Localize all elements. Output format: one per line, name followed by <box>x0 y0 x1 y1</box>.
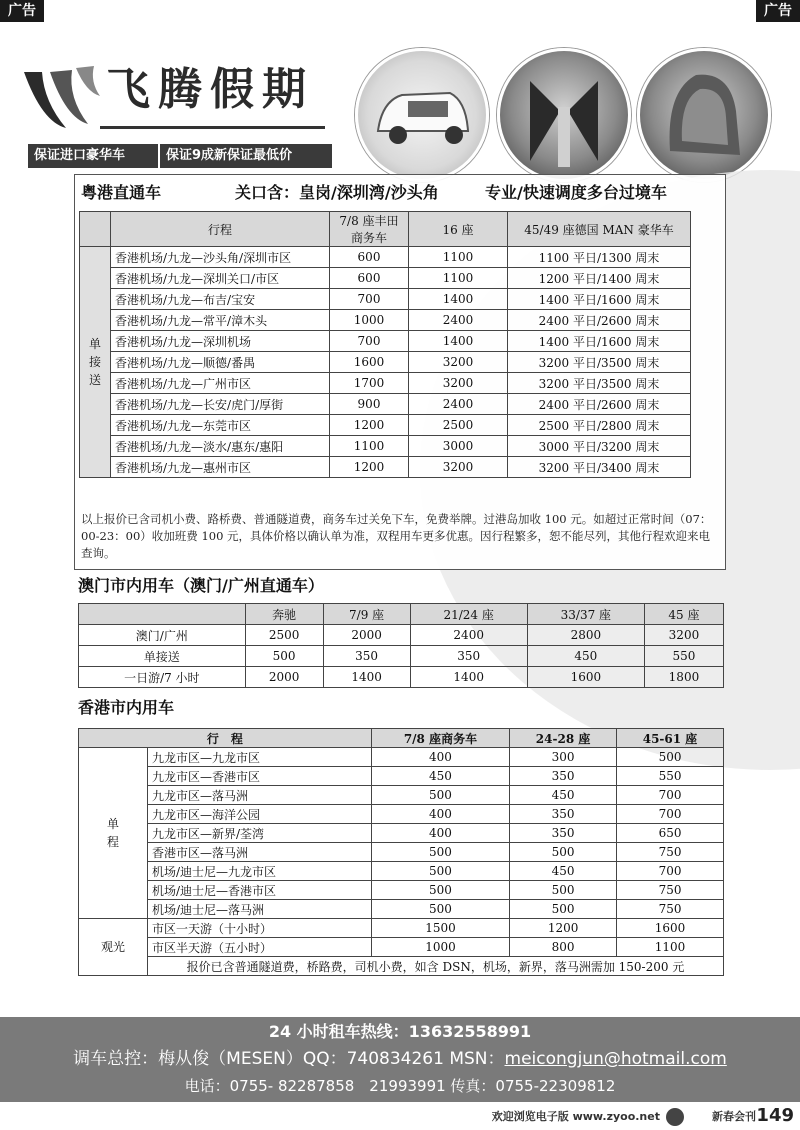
page-number: 149 <box>756 1105 794 1126</box>
section1-note: 以上报价已含司机小费、路桥费、普通隧道费，商务车过关免下车，免费举牌。过港岛加收 100 元。如超过正常时间（07：00-23：00）收加班费 100 元，具体价格以确认单为准，双程用车更多优惠。因行程繁多，恕不能尽列，其他行程欢迎来电查询。 <box>81 512 712 560</box>
price-cell: 2400 平日/2600 周末 <box>508 394 691 415</box>
price-cell: 1800 <box>644 667 723 688</box>
price-cell: 3200 <box>409 457 508 478</box>
page-footer-bar <box>0 1102 800 1130</box>
price-cell: 2800 <box>527 625 644 646</box>
row-label: 澳门/广州 <box>79 625 246 646</box>
col-33-37: 33/37 座 <box>527 604 644 625</box>
logo-icon <box>22 62 102 132</box>
table-row <box>79 805 724 824</box>
price-cell: 1400 平日/1600 周末 <box>508 289 691 310</box>
table-row <box>79 824 724 843</box>
price-cell: 700 <box>617 805 724 824</box>
price-cell: 500 <box>245 646 323 667</box>
route-cell: 香港市区—落马洲 <box>148 843 372 862</box>
price-cell: 2400 <box>410 625 527 646</box>
hk-guangdong-section <box>74 174 726 570</box>
route-cell: 香港机场/九龙—东莞市区 <box>111 415 330 436</box>
price-cell: 350 <box>510 824 617 843</box>
table-row <box>79 786 724 805</box>
col-man: 45/49 座德国 MAN 豪华车 <box>508 212 691 247</box>
price-cell: 400 <box>371 748 509 767</box>
price-cell: 500 <box>371 843 509 862</box>
hk-city-table <box>78 728 724 976</box>
row-group-char: 单 <box>88 337 101 351</box>
ad-label-left: 广告 <box>0 0 44 22</box>
table-row <box>79 862 724 881</box>
col-7-9: 7/9 座 <box>323 604 410 625</box>
price-cell: 1200 <box>510 919 617 938</box>
dispatch-prefix: 调车总控：梅从俊（MESEN）QQ：740834261 MSN： <box>73 1049 505 1069</box>
price-cell: 3200 平日/3500 周末 <box>508 373 691 394</box>
price-cell: 350 <box>510 767 617 786</box>
brand-underline <box>100 126 325 129</box>
table-row <box>80 247 691 268</box>
col-route: 行 程 <box>79 729 372 748</box>
price-cell: 1400 平日/1600 周末 <box>508 331 691 352</box>
section3-note: 报价已含普通隧道费，桥路费，司机小费，如含 DSN，机场，新界，落马洲需加 150-200 元 <box>148 957 724 976</box>
route-cell: 机场/迪士尼—落马洲 <box>148 900 372 919</box>
price-cell: 650 <box>617 824 724 843</box>
price-cell: 400 <box>371 824 509 843</box>
dispatch-contact <box>0 1047 800 1071</box>
price-cell: 350 <box>410 646 527 667</box>
price-cell: 750 <box>617 843 724 862</box>
site-text: 欢迎浏览电子版 www.zyoo.net <box>491 1110 660 1123</box>
price-cell: 750 <box>617 881 724 900</box>
price-cell: 450 <box>510 786 617 805</box>
price-cell: 600 <box>330 268 409 289</box>
row-group-char: 程 <box>106 835 119 849</box>
price-cell: 450 <box>527 646 644 667</box>
route-cell: 机场/迪士尼—九龙市区 <box>148 862 372 881</box>
price-cell: 550 <box>617 767 724 786</box>
table-row <box>79 646 724 667</box>
price-cell: 1100 <box>330 436 409 457</box>
border-crossings: 关口含：皇岗/深圳湾/沙头角 <box>235 183 439 202</box>
corner-cell <box>80 212 111 247</box>
slogan-1: 保证进口豪华车 <box>28 144 158 168</box>
leather-seat-icon <box>640 51 768 179</box>
hk-guangdong-table <box>79 211 691 478</box>
route-cell: 香港机场/九龙—长安/虎门/厚街 <box>111 394 330 415</box>
route-cell: 机场/迪士尼—香港市区 <box>148 881 372 900</box>
price-cell: 1400 <box>323 667 410 688</box>
price-cell: 1500 <box>371 919 509 938</box>
price-cell: 2400 <box>409 310 508 331</box>
hotline: 24 小时租车热线：13632558991 <box>268 1022 532 1041</box>
brand-name: 飞腾假期 <box>106 64 314 115</box>
price-cell: 400 <box>371 805 509 824</box>
table-row <box>79 625 724 646</box>
price-cell: 1100 <box>409 268 508 289</box>
price-cell: 3000 <box>409 436 508 457</box>
col-blank <box>79 604 246 625</box>
price-cell: 2500 <box>409 415 508 436</box>
row-label: 一日游/7 小时 <box>79 667 246 688</box>
slogan-2: 保证9成新保证最低价 <box>160 144 332 168</box>
price-cell: 450 <box>510 862 617 881</box>
price-cell: 1100 <box>617 938 724 957</box>
price-cell: 3200 <box>409 373 508 394</box>
price-cell: 500 <box>510 900 617 919</box>
table-row <box>79 767 724 786</box>
price-cell: 3000 平日/3200 周末 <box>508 436 691 457</box>
price-cell: 2500 <box>245 625 323 646</box>
route-cell: 九龙市区—香港市区 <box>148 767 372 786</box>
price-cell: 1100 平日/1300 周末 <box>508 247 691 268</box>
van-icon <box>358 51 486 179</box>
table-header-row <box>79 604 724 625</box>
price-cell: 3200 平日/3500 周末 <box>508 352 691 373</box>
price-cell: 3200 平日/3400 周末 <box>508 457 691 478</box>
col-16seat: 16 座 <box>409 212 508 247</box>
table-row <box>79 843 724 862</box>
table-row <box>79 938 724 957</box>
price-cell: 500 <box>371 881 509 900</box>
route-cell: 香港机场/九龙—深圳机场 <box>111 331 330 352</box>
price-cell: 500 <box>510 843 617 862</box>
price-cell: 1400 <box>409 331 508 352</box>
price-cell: 2000 <box>323 625 410 646</box>
col-benz: 奔驰 <box>245 604 323 625</box>
table-row <box>80 394 691 415</box>
price-cell: 1100 <box>409 247 508 268</box>
price-cell: 1200 <box>330 415 409 436</box>
price-cell: 2400 平日/2600 周末 <box>508 310 691 331</box>
bus-seats-icon <box>500 51 628 179</box>
price-cell: 2400 <box>409 394 508 415</box>
price-cell: 700 <box>617 786 724 805</box>
contact-footer <box>0 1017 800 1102</box>
route-cell: 九龙市区—新界/荃湾 <box>148 824 372 843</box>
price-cell: 3200 <box>409 352 508 373</box>
route-cell: 市区半天游（五小时） <box>148 938 372 957</box>
table-row <box>80 310 691 331</box>
price-cell: 2500 平日/2800 周末 <box>508 415 691 436</box>
price-cell: 500 <box>371 786 509 805</box>
col-45: 45 座 <box>644 604 723 625</box>
route-cell: 香港机场/九龙—惠州市区 <box>111 457 330 478</box>
row-group-label <box>80 247 111 478</box>
col-78: 7/8 座商务车 <box>371 729 509 748</box>
col-route: 行程 <box>111 212 330 247</box>
price-cell: 1200 平日/1400 周末 <box>508 268 691 289</box>
table-row <box>80 289 691 310</box>
table-row <box>79 881 724 900</box>
price-cell: 350 <box>323 646 410 667</box>
price-cell: 600 <box>330 247 409 268</box>
table-row <box>80 352 691 373</box>
route-cell: 香港机场/九龙—常平/漳木头 <box>111 310 330 331</box>
price-cell: 900 <box>330 394 409 415</box>
row-label: 单接送 <box>79 646 246 667</box>
col-24-28: 24-28 座 <box>510 729 617 748</box>
route-cell: 九龙市区—落马洲 <box>148 786 372 805</box>
bus-interior-photo <box>497 48 631 182</box>
price-cell: 550 <box>644 646 723 667</box>
table-row <box>80 436 691 457</box>
issue-label: 新春会刊 <box>712 1110 756 1123</box>
table-row <box>80 268 691 289</box>
row-group-label <box>79 748 148 919</box>
route-cell: 九龙市区—九龙市区 <box>148 748 372 767</box>
table-row <box>80 457 691 478</box>
magazine-logo-icon <box>666 1108 684 1126</box>
brand-header <box>0 22 800 170</box>
section3-title: 香港市内用车 <box>78 698 175 717</box>
route-cell: 市区一天游（十小时） <box>148 919 372 938</box>
price-cell: 1000 <box>371 938 509 957</box>
email-link[interactable]: meicongjun@hotmail.com <box>504 1049 727 1069</box>
price-cell: 1600 <box>330 352 409 373</box>
route-cell: 九龙市区—海洋公园 <box>148 805 372 824</box>
table-row <box>80 415 691 436</box>
price-cell: 700 <box>330 331 409 352</box>
price-cell: 500 <box>510 881 617 900</box>
price-cell: 1700 <box>330 373 409 394</box>
route-cell: 香港机场/九龙—沙头角/深圳市区 <box>111 247 330 268</box>
table-row <box>79 748 724 767</box>
table-row <box>80 373 691 394</box>
route-cell: 香港机场/九龙—顺德/番禺 <box>111 352 330 373</box>
col-21-24: 21/24 座 <box>410 604 527 625</box>
price-cell: 500 <box>617 748 724 767</box>
table-row <box>79 900 724 919</box>
table-row <box>79 667 724 688</box>
table-header-row <box>80 212 691 247</box>
row-group-label: 观光 <box>79 919 148 976</box>
price-cell: 500 <box>371 862 509 881</box>
price-cell: 1400 <box>409 289 508 310</box>
service-note: 专业/快速调度多台过境车 <box>485 183 667 202</box>
table-header-row <box>79 729 724 748</box>
section1-title: 粤港直通车 <box>81 183 162 202</box>
macau-table <box>78 603 724 688</box>
price-cell: 1200 <box>330 457 409 478</box>
price-cell: 700 <box>330 289 409 310</box>
route-cell: 香港机场/九龙—广州市区 <box>111 373 330 394</box>
price-cell: 1000 <box>330 310 409 331</box>
price-cell: 800 <box>510 938 617 957</box>
row-group-char: 送 <box>88 373 101 387</box>
price-cell: 350 <box>510 805 617 824</box>
price-cell: 450 <box>371 767 509 786</box>
van-photo <box>355 48 489 182</box>
row-group-char: 接 <box>88 355 101 369</box>
price-cell: 500 <box>371 900 509 919</box>
price-cell: 1600 <box>527 667 644 688</box>
phone-fax: 电话：0755- 82287858 21993991 传真：0755-22309812 <box>184 1077 616 1095</box>
route-cell: 香港机场/九龙—淡水/惠东/惠阳 <box>111 436 330 457</box>
col-45-61: 45-61 座 <box>617 729 724 748</box>
note-row <box>79 957 724 976</box>
section2-title: 澳门市内用车（澳门/广州直通车） <box>78 576 324 595</box>
price-cell: 700 <box>617 862 724 881</box>
row-group-char: 单 <box>106 817 119 831</box>
price-cell: 750 <box>617 900 724 919</box>
route-cell: 香港机场/九龙—布吉/宝安 <box>111 289 330 310</box>
seat-photo <box>637 48 771 182</box>
price-cell: 3200 <box>644 625 723 646</box>
table-row <box>79 919 724 938</box>
ad-label-right: 广告 <box>756 0 800 22</box>
price-cell: 300 <box>510 748 617 767</box>
price-cell: 2000 <box>245 667 323 688</box>
price-cell: 1400 <box>410 667 527 688</box>
col-toyota: 7/8 座丰田 商务车 <box>330 212 409 247</box>
price-cell: 1600 <box>617 919 724 938</box>
route-cell: 香港机场/九龙—深圳关口/市区 <box>111 268 330 289</box>
table-row <box>80 331 691 352</box>
